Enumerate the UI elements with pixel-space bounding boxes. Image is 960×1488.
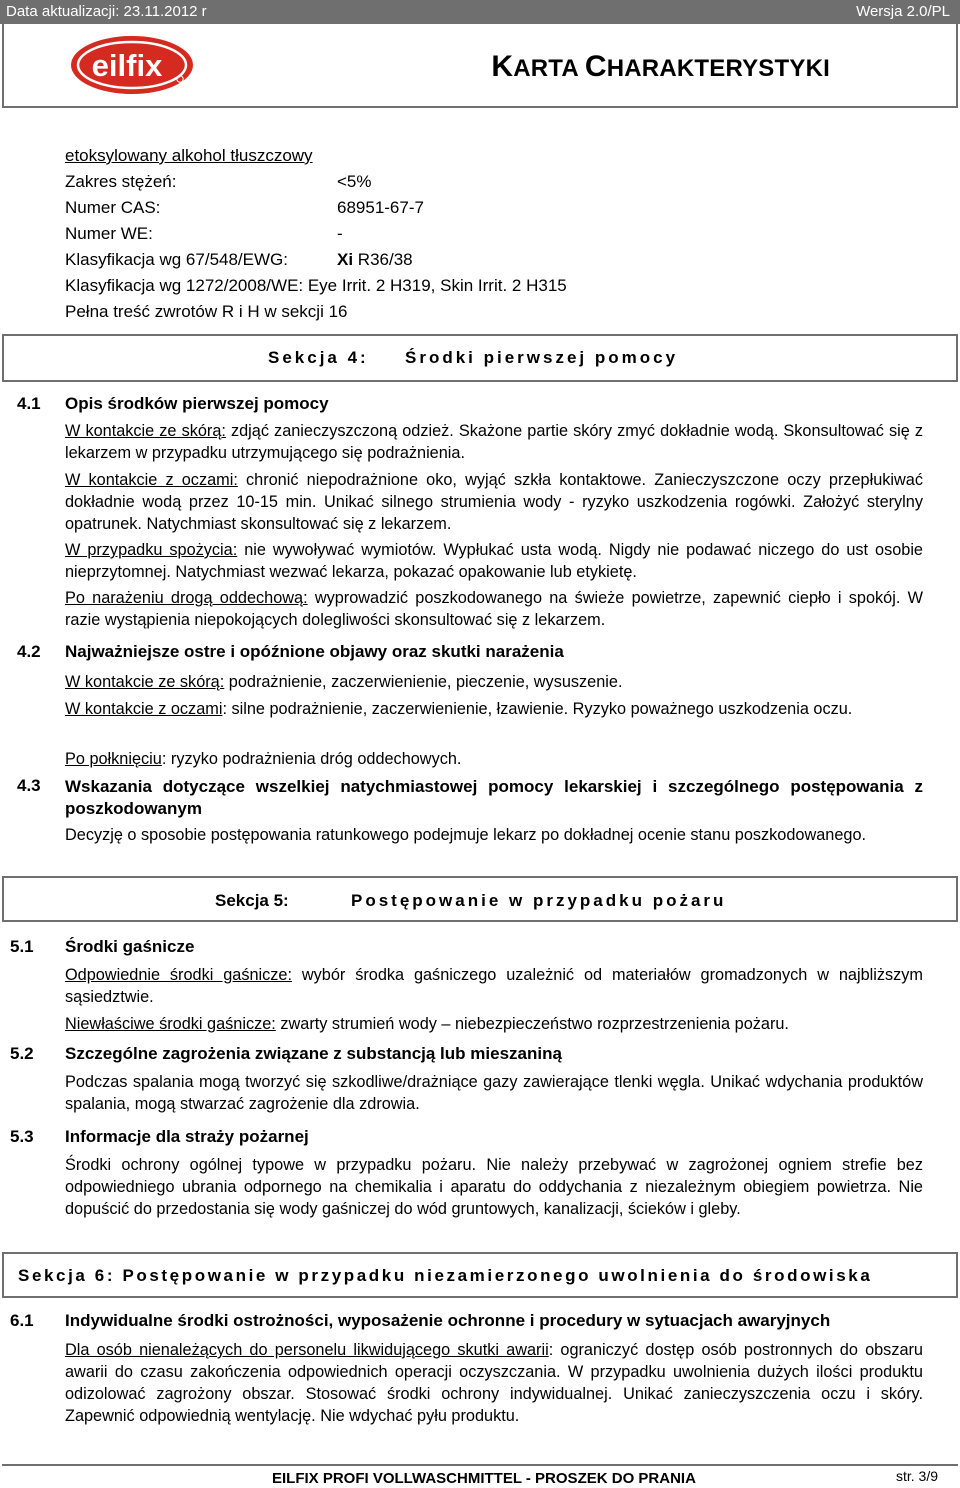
section-5-1-title: Środki gaśnicze — [65, 937, 195, 956]
eilfix-logo — [70, 34, 194, 96]
s42-eyes-paragraph: W kontakcie z oczami: silne podrażnienie, zaczerwienienie, łzawienie. Ryzyko poważnego uszkodzenia oczu. — [65, 700, 853, 718]
s51-unsuitable-paragraph: Niewłaściwe środki gaśnicze: zwarty strumień wody – niebezpieczeństwo rozprzestrzenienia pożaru. — [65, 1015, 789, 1033]
footer-divider — [2, 1464, 958, 1466]
section-6-header — [2, 1252, 958, 1298]
section-6-1-number: 6.1 — [10, 1311, 34, 1330]
clp-classification: Klasyfikacja wg 1272/2008/WE: Eye Irrit. 2 H319, Skin Irrit. 2 H315 — [65, 276, 567, 295]
logo-wordmark: eilfix — [91, 48, 163, 83]
page-title: KARTA CHARAKTERYSTYKI — [491, 50, 830, 83]
section-5-2-title: Szczególne zagrożenia związane z substancją lub mieszaniną — [65, 1044, 562, 1063]
cas-row: Numer CAS: 68951-67-7 — [65, 198, 424, 217]
section-5-3-number: 5.3 — [10, 1127, 34, 1146]
version: Wersja 2.0/PL — [856, 3, 950, 20]
section-4-2-number: 4.2 — [17, 642, 41, 661]
s42-swallow-paragraph: Po połknięciu: ryzyko podrażnienia dróg oddechowych. — [65, 750, 462, 768]
section-5-title: Postępowanie w przypadku pożaru — [351, 891, 727, 910]
s41-skin-paragraph: W kontakcie ze skórą: zdjąć zanieczyszczoną odzież. Skażone partie skóry zmyć dokładnie wodą. Skonsultować się z lekarzem w przypadku utrzymującego się podrażnienia. — [65, 422, 923, 462]
section-4-1-number: 4.1 — [17, 394, 41, 413]
section-4-3-title: Wskazania dotyczące wszelkiej natychmiastowej pomocy lekarskiej i szczególnego postępowania z poszkodowanym — [65, 777, 923, 818]
s43-paragraph: Decyzję o sposobie postępowania ratunkowego podejmuje lekarz po dokładnej ocenie stanu poszkodowanego. — [65, 826, 867, 844]
section-5-3-title: Informacje dla straży pożarnej — [65, 1127, 309, 1146]
top-bar — [0, 0, 960, 24]
full-text-note: Pełna treść zwrotów R i H w sekcji 16 — [65, 302, 348, 321]
s41-eyes-paragraph: W kontakcie z oczami: chronić niepodrażnione oko, wyjąć szkła kontaktowe. Zanieczyszczone oczy przepłukiwać dokładnie wodą przez 10-15 min. Unikać silnego strumienia wody - ryzyko uszkodzenia rogówki. Założyć sterylny opatrunek. Natychmiast skonsultować się z lekarzem. — [65, 471, 923, 533]
s42-skin-paragraph: W kontakcie ze skórą: podrażnienie, zaczerwienienie, pieczenie, wysuszenie. — [65, 673, 623, 691]
document-header — [2, 24, 958, 108]
s53-paragraph: Środki ochrony ogólnej typowe w przypadku pożaru. Nie należy przebywać w zagrożonej ogniem strefie bez odpowiedniego ubrania odpornego na chemikalia i aparatu do oddychania z niezależnym obiegiem powietrza. Nie dopuścić do przedostania się wody gaśniczej do wód gruntowych, kanalizacji, ścieków i gleby. — [65, 1156, 923, 1218]
page-number: str. 3/9 — [895, 1468, 938, 1484]
eec-classification-row: Klasyfikacja wg 67/548/EWG: Xi R36/38 — [65, 250, 413, 269]
concentration-row: Zakres stężeń: <5% — [65, 172, 372, 191]
section-4-3-number: 4.3 — [17, 776, 41, 795]
section-5-header — [2, 876, 958, 922]
section-6-title: Sekcja 6: Postępowanie w przypadku niezamierzonego uwolnienia do środowiska — [18, 1266, 873, 1285]
s51-suitable-paragraph: Odpowiednie środki gaśnicze: wybór środka gaśniczego uzależnić od materiałów gromadzonych w najbliższym sąsiedztwie. — [65, 966, 923, 1006]
section-4-2-title: Najważniejsze ostre i opóźnione objawy oraz skutki narażenia — [65, 642, 564, 661]
substance-name: etoksylowany alkohol tłuszczowy — [65, 146, 313, 165]
substance-block — [65, 143, 567, 325]
section-4-header — [2, 334, 958, 382]
section-5-label: Sekcja 5: — [215, 891, 289, 910]
section-4-1-title: Opis środków pierwszej pomocy — [65, 394, 329, 413]
s41-inhalation-paragraph: Po narażeniu drogą oddechową: wyprowadzić poszkodowanego na świeże powietrze, zapewnić ciepło i spokój. W razie wystąpienia niepokojących dolegliwości skonsultować się z lekarzem. — [65, 589, 923, 629]
section-4-title: Środki pierwszej pomocy — [405, 348, 679, 367]
s52-paragraph: Podczas spalania mogą tworzyć się szkodliwe/drażniące gazy zawierające tlenki węgla. Unikać wdychania produktów spalania, mogą stwarzać zagrożenie dla zdrowia. — [65, 1073, 923, 1113]
s41-ingestion-paragraph: W przypadku spożycia: nie wywoływać wymiotów. Wypłukać usta wodą. Nigdy nie podawać niczego do ust osobie nieprzytomnej. Natychmiast wezwać lekarza, pokazać opakowanie lub etykietę. — [65, 541, 923, 581]
section-5-2-number: 5.2 — [10, 1044, 34, 1063]
footer-product-name: EILFIX PROFI VOLLWASCHMITTEL - PROSZEK DO PRANIA — [272, 1470, 696, 1487]
section-5-1-number: 5.1 — [10, 937, 34, 956]
update-date: Data aktualizacji: 23.11.2012 r — [6, 3, 207, 20]
s61-paragraph: Dla osób nienależących do personelu likwidującego skutki awarii: ograniczyć dostęp osób postronnych do obszaru awarii do czasu zakończenia odpowiednich operacji oczyszczania. W przypadku uwolnienia dużych ilości produktu odizolować zagrożony obszar. Stosować środki ochrony indywidualnej. Unikać zanieczyszczenia oczu i skóry. Zapewnić odpowiednią wentylację. Nie wdychać pyłu produktu. — [65, 1341, 923, 1425]
section-4-label: Sekcja 4: — [268, 348, 369, 367]
section-6-1-title: Indywidualne środki ostrożności, wyposażenie ochronne i procedury w sytuacjach awaryjnych — [65, 1311, 831, 1330]
we-row: Numer WE: - — [65, 224, 343, 243]
